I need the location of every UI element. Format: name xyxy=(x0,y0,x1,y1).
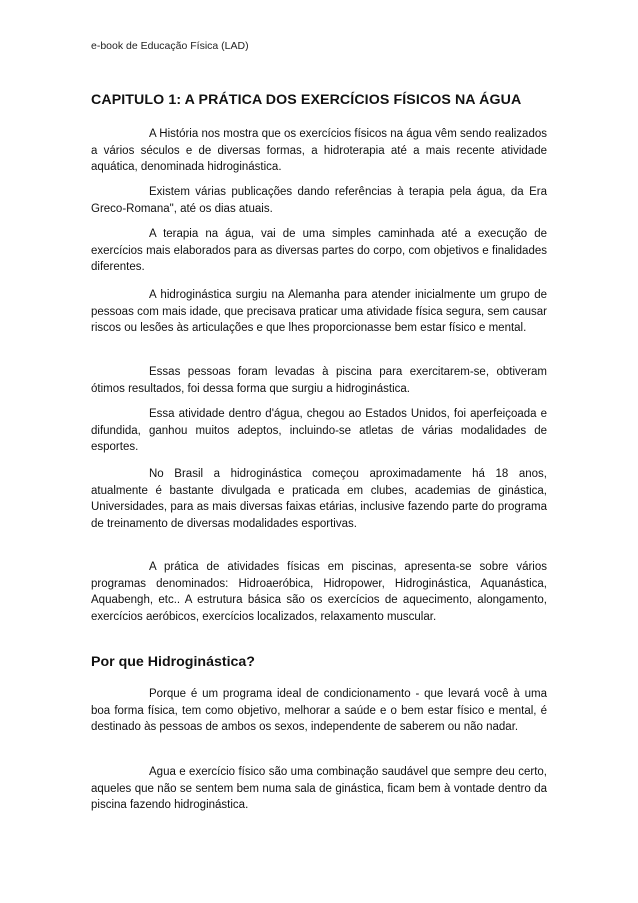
paragraph-text: A História nos mostra que os exercícios físicos na água vêm sendo realizados a vários séculos e de diversas formas, a hidroterapia até a mais recente atividade aquática, denominada hidroginástica. xyxy=(91,128,547,174)
paragraph-text: No Brasil a hidroginástica começou aproximadamente há 18 anos, atualmente é bastante divulgada e praticada em clubes, academias de ginástica, Universidades, para as mais diversas faixas etárias, inclusive fazendo parte do programa de treinamento de diversas modalidades esportivas. xyxy=(91,468,547,530)
section-title: Por que Hidroginástica? xyxy=(91,654,255,670)
paragraph-text: Essas pessoas foram levadas à piscina para exercitarem-se, obtiveram ótimos resultados, foi dessa forma que surgiu a hidroginástica. xyxy=(91,366,547,395)
paragraph-text: A terapia na água, vai de uma simples caminhada até a execução de exercícios mais elaborados para as diversas partes do corpo, com objetivos e finalidades diferentes. xyxy=(91,228,547,274)
paragraph-5 xyxy=(91,364,547,397)
paragraph-4 xyxy=(91,287,547,337)
paragraph-text: Essa atividade dentro d'água, chegou ao Estados Unidos, foi aperfeiçoada e difundida, ganhou muitos adeptos, incluindo-se atletas de várias modalidades de esportes. xyxy=(91,408,547,454)
page-header: e-book de Educação Física (LAD) xyxy=(91,40,249,52)
paragraph-6 xyxy=(91,406,547,456)
paragraph-1 xyxy=(91,126,547,176)
paragraph-text: A prática de atividades físicas em piscinas, apresenta-se sobre vários programas denominados: Hidroaeróbica, Hidropower, Hidroginástica, Aquanástica, Aquabengh, etc.. A estrutura básica são os exercícios de aquecimento, alongamento, exercícios aeróbicos, exercícios localizados, relaxamento muscular. xyxy=(91,561,547,623)
paragraph-text: A hidroginástica surgiu na Alemanha para atender inicialmente um grupo de pessoas com mais idade, que precisava praticar uma atividade física segura, sem causar riscos ou lesões às articulações e que lhes proporcionasse bem estar físico e mental. xyxy=(91,289,547,335)
chapter-title: CAPITULO 1: A PRÁTICA DOS EXERCÍCIOS FÍSICOS NA ÁGUA xyxy=(91,92,522,108)
paragraph-2 xyxy=(91,184,547,217)
section-paragraph-2 xyxy=(91,764,547,814)
paragraph-7 xyxy=(91,466,547,532)
paragraph-text: Existem várias publicações dando referências à terapia pela água, da Era Greco-Romana", até os dias atuais. xyxy=(91,186,547,215)
paragraph-8 xyxy=(91,559,547,625)
section-paragraph-1 xyxy=(91,686,547,736)
paragraph-3 xyxy=(91,226,547,276)
paragraph-text: Porque é um programa ideal de condicionamento - que levará você à uma boa forma física, tem como objetivo, melhorar a saúde e o bem estar físico e mental, é destinado às pessoas de ambos os sexos, independente de saberem ou não nadar. xyxy=(91,688,547,734)
paragraph-text: Agua e exercício físico são uma combinação saudável que sempre deu certo, aqueles que não se sentem bem numa sala de ginástica, ficam bem à vontade dentro da piscina fazendo hidroginástica. xyxy=(91,766,547,812)
